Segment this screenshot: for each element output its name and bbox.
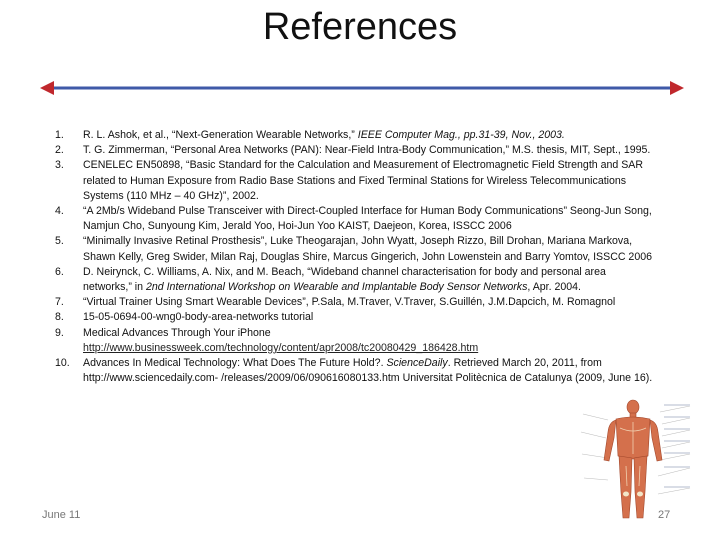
reference-number: 5.: [55, 235, 64, 248]
reference-number: 8.: [55, 311, 64, 324]
reference-text: , Apr. 2004.: [527, 281, 582, 294]
reference-item: [55, 234, 655, 264]
reference-text: D. Neirynck, C. Williams, A. Nix, and M. Beach, “Wideband channel characterisation for body and personal area networks,” in: [83, 265, 606, 294]
reference-number: 4.: [55, 205, 64, 218]
reference-number: 3.: [55, 159, 64, 172]
reference-text: R. L. Ashok, et al., “Next-Generation Wearable Networks,”: [83, 129, 358, 141]
reference-number: 7.: [55, 296, 64, 309]
reference-number: 10.: [55, 357, 70, 370]
reference-text: 15-05-0694-00-wng0-body-area-networks tutorial: [83, 311, 314, 324]
reference-item: [55, 356, 655, 386]
anatomy-figure-image: [578, 398, 696, 523]
reference-text: Medical Advances Through Your iPhone: [83, 326, 271, 339]
reference-list: [55, 128, 655, 386]
reference-item: [55, 204, 655, 234]
footer-date: June 11: [42, 509, 81, 521]
reference-text: “A 2Mb/s Wideband Pulse Transceiver with Direct-Coupled Interface for Human Body Communications” Seong-Jun Song, Namjun Cho, Sunyoung Kim, Jerald Yoo, Hoi-Jun Yoo KAIST, Daejeon, Korea, ISSCC 2006: [83, 205, 652, 233]
reference-text: T. G. Zimmerman, “Personal Area Networks (PAN): Near-Field Intra-Body Communication,” M.S. thesis, MIT, Sept., 1995.: [83, 144, 651, 157]
reference-number: 6.: [55, 265, 64, 278]
page-number: 27: [658, 509, 671, 521]
reference-number: 1.: [55, 129, 64, 141]
reference-item: [55, 295, 655, 310]
reference-text: . Retrieved March 20, 2011, from http://www.sciencedaily.com- /releases/2009/06/090616080133.htm Universitat Politècnica de Catalunya (2009, June 16).: [83, 357, 653, 385]
reference-item: [55, 143, 655, 158]
slide-title: References: [262, 6, 458, 48]
reference-text: “Minimally Invasive Retinal Prosthesis”, Luke Theogarajan, John Wyatt, Joseph Rizzo, Bill Drohan, Mariana Markova, Shawn Kelly, Greg Swider, Milan Raj, Douglas Shire, Marcus Gingerich, John Lowenstein and Barry Yomtov, ISSCC 2006: [83, 235, 653, 263]
arrow-right-head: [670, 81, 684, 95]
reference-italic-text: ScienceDaily: [386, 357, 448, 370]
reference-item: [55, 158, 655, 204]
reference-number: 2.: [55, 144, 64, 157]
reference-item: [55, 326, 655, 356]
reference-number: 9.: [55, 326, 64, 339]
reference-text: Advances In Medical Technology: What Does The Future Hold?.: [83, 357, 387, 370]
reference-link[interactable]: http://www.businessweek.com/technology/content/apr2008/tc20080429_186428.htm: [83, 341, 479, 354]
reference-text: CENELEC EN50898, “Basic Standard for the Calculation and Measurement of Electromagnetic Field Strength and SAR related to Human Exposure from Radio Base Stations and Fixed Terminal Stations for Wireless Telecommunications Systems (110 MHz – 40 GHz)”, 2002.: [83, 159, 643, 202]
arrow-left-head: [40, 81, 54, 95]
reference-item: [55, 128, 655, 143]
reference-italic-text: IEEE Computer Mag., pp.31-39, Nov., 2003.: [357, 129, 565, 141]
reference-text: “Virtual Trainer Using Smart Wearable Devices”, P.Sala, M.Traver, V.Traver, S.Guillén, J.M.Dapcich, M. Romagnol: [83, 296, 616, 309]
reference-item: [55, 310, 655, 325]
reference-italic-text: 2nd International Workshop on Wearable and Implantable Body Sensor Networks: [146, 281, 528, 294]
double-arrow-divider: [40, 78, 684, 98]
reference-item: [55, 265, 655, 295]
